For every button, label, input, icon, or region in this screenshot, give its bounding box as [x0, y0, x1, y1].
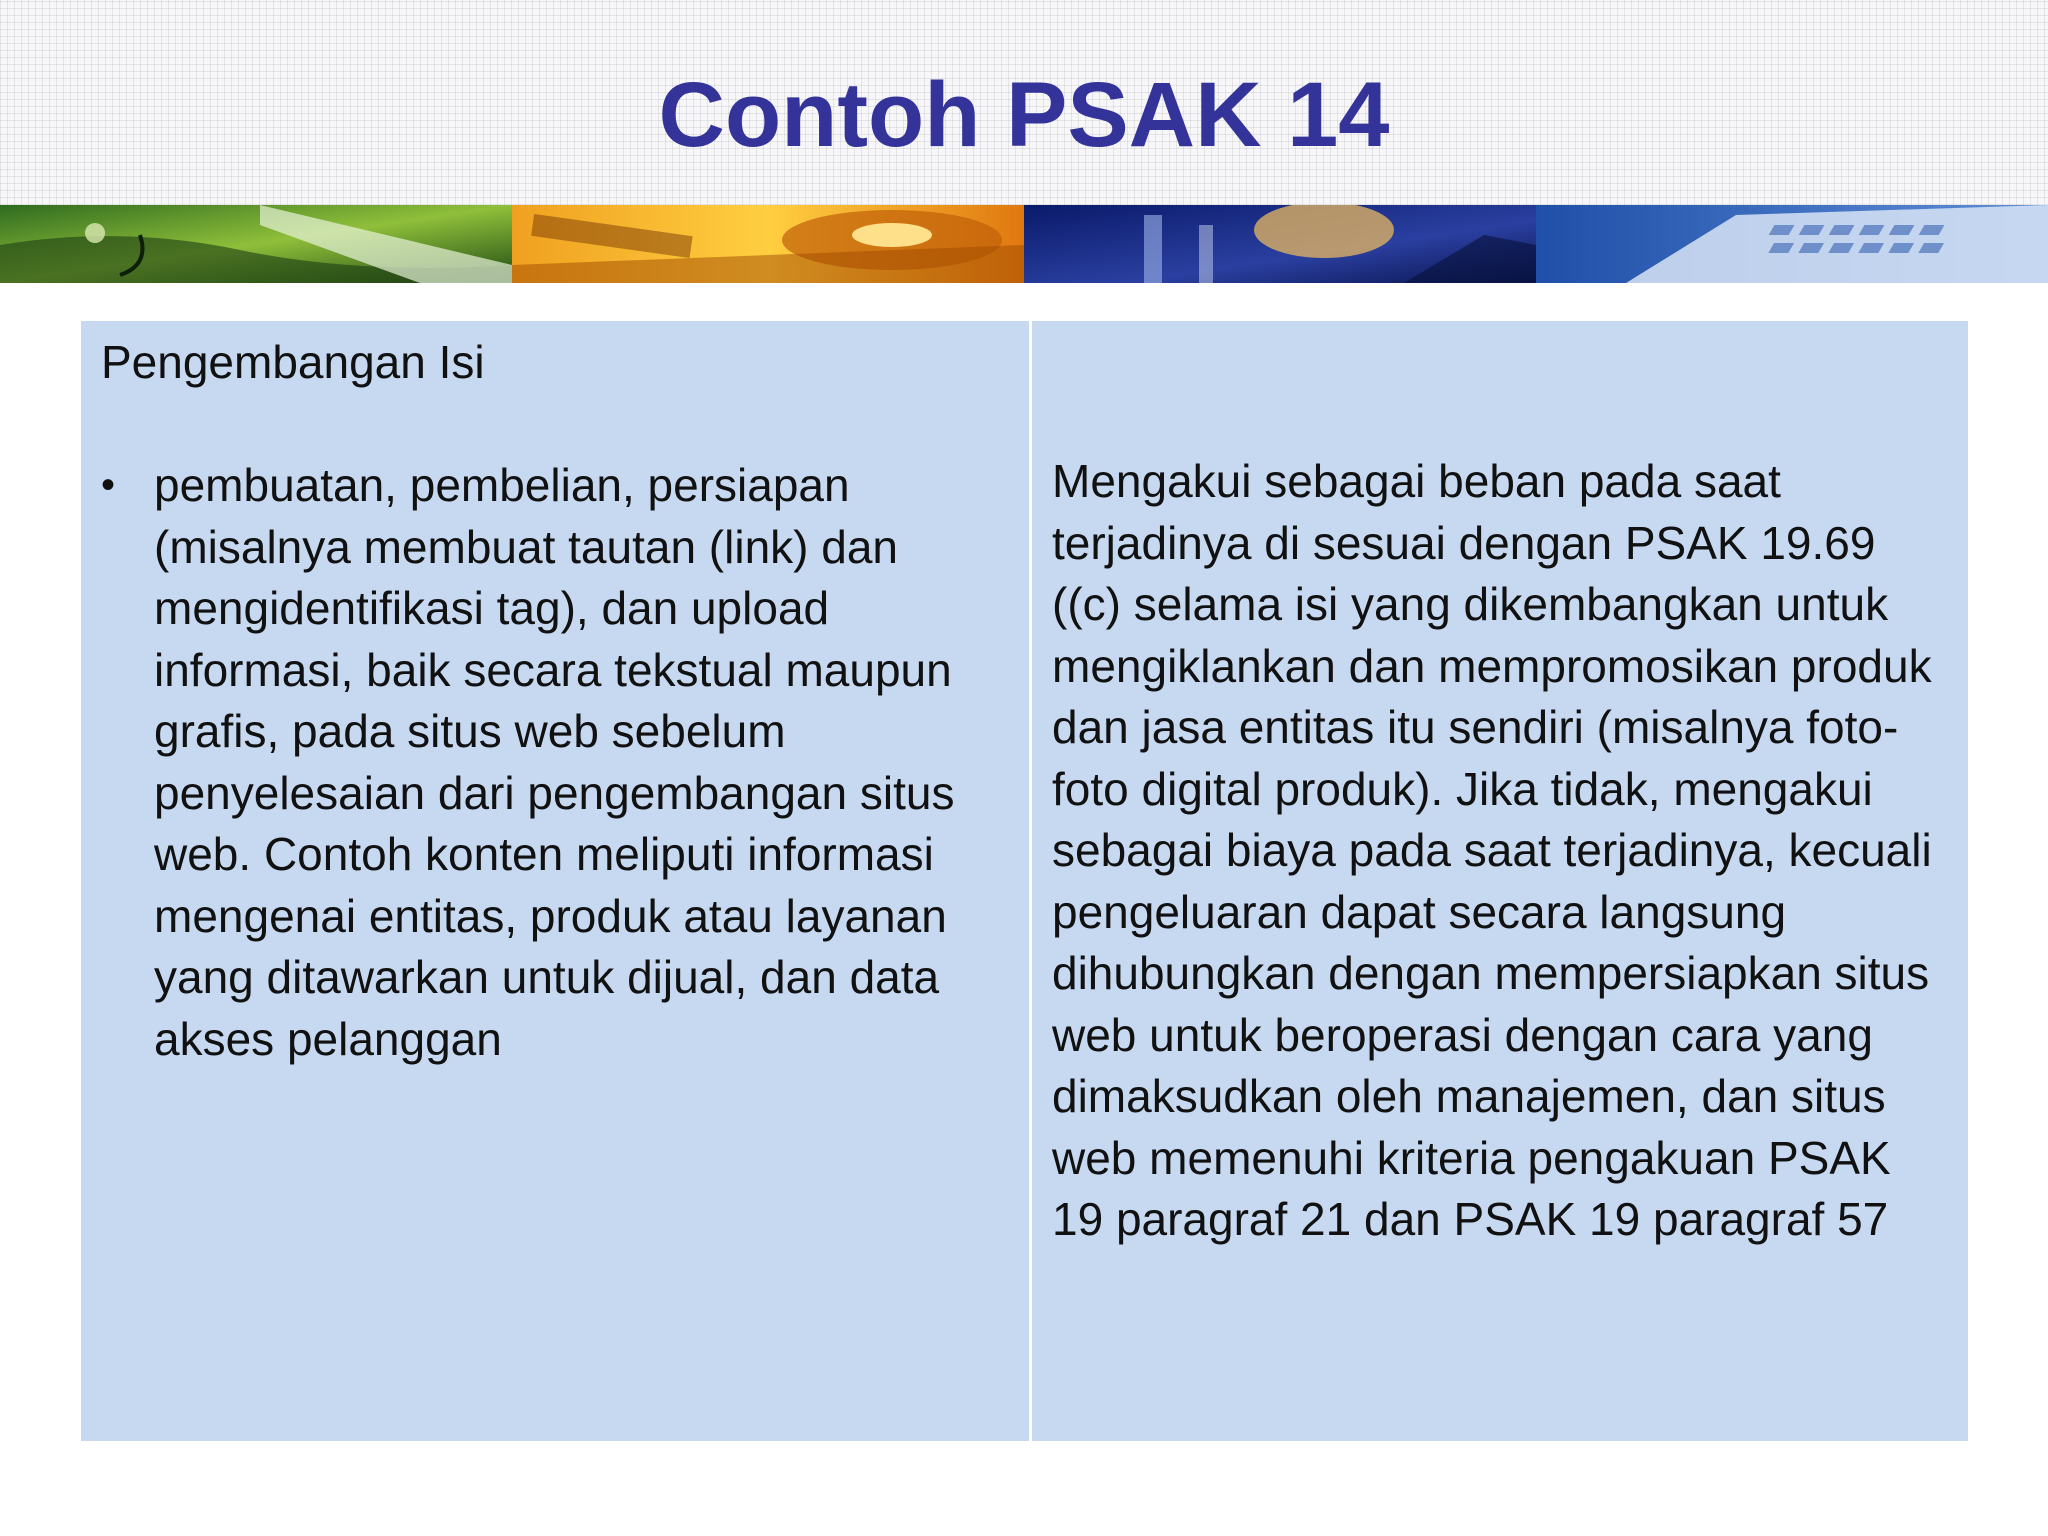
cell-text: Mengakui sebagai beban pada saat terjadinya di sesuai dengan PSAK 19.69 ((c) selama isi yang dikembangkan untuk mengiklankan dan mempromosikan produk dan jasa entitas itu sendiri (misalnya foto-foto digital produk). Jika tidak, mengakui sebagai biaya pada saat terjadinya, kecuali pengeluaran dapat secara langsung dihubungkan dengan mempersiapkan situs web untuk beroperasi dengan cara yang dimaksudkan oleh manajemen, dan situs web memenuhi kriteria pengakuan PSAK 19 paragraf 21 dan PSAK 19 paragraf 57 [1052, 455, 1932, 1245]
list-item [101, 455, 1009, 1070]
bullet-text: pembuatan, pembelian, persiapan (misalnya membuat tautan (link) dan mengidentifikasi tag), dan upload informasi, baik secara tekstual maupun grafis, pada situs web sebelum penyelesaian dari pengembangan situs web. Contoh konten meliputi informasi mengenai entitas, produk atau layanan yang ditawarkan untuk dijual, dan data akses pelanggan [154, 459, 955, 1065]
green-plant-photo [0, 205, 512, 283]
table-cell-left [81, 321, 1029, 1441]
orange-disk-photo [512, 205, 1024, 283]
content-table [81, 321, 1968, 1441]
photo-strip [0, 205, 2048, 283]
cell-heading: Pengembangan Isi [101, 336, 485, 388]
bullet-icon: • [101, 463, 116, 507]
blue-lab-photo [1024, 205, 1536, 283]
slide-title: Contoh PSAK 14 [658, 64, 1390, 166]
blue-keyboard-photo [1536, 205, 2048, 283]
table-cell-right [1032, 321, 1968, 1441]
